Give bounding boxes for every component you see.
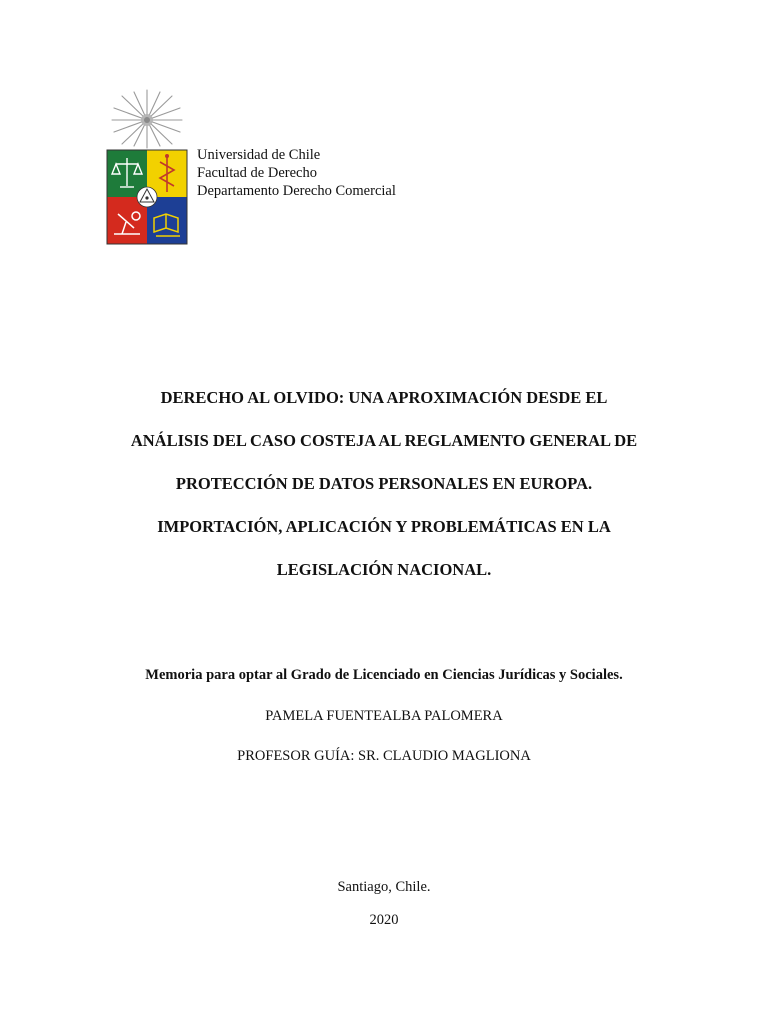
title-line: IMPORTACIÓN, APLICACIÓN Y PROBLEMÁTICAS EN LA xyxy=(157,517,611,536)
university-name: Universidad de Chile xyxy=(197,147,321,163)
faculty-name: Facultad de Derecho xyxy=(197,165,317,181)
department-name: Departamento Derecho Comercial xyxy=(197,183,396,199)
institution-header xyxy=(197,146,396,200)
place: Santiago, Chile. xyxy=(337,879,431,895)
degree-statement: Memoria para optar al Grado de Licenciado en Ciencias Jurídicas y Sociales. xyxy=(145,667,623,683)
title-line: ANÁLISIS DEL CASO COSTEJA AL REGLAMENTO GENERAL DE xyxy=(130,431,638,450)
title-line: LEGISLACIÓN NACIONAL. xyxy=(276,560,492,579)
thesis-title xyxy=(0,384,768,599)
universidad-de-chile-crest-icon xyxy=(104,88,190,248)
title-line: DERECHO AL OLVIDO: UNA APROXIMACIÓN DESDE EL xyxy=(160,388,608,407)
author-name: PAMELA FUENTEALBA PALOMERA xyxy=(265,708,503,724)
title-line: PROTECCIÓN DE DATOS PERSONALES EN EUROPA. xyxy=(175,474,593,493)
year: 2020 xyxy=(369,912,399,928)
advisor-name: PROFESOR GUÍA: SR. CLAUDIO MAGLIONA xyxy=(237,748,531,764)
